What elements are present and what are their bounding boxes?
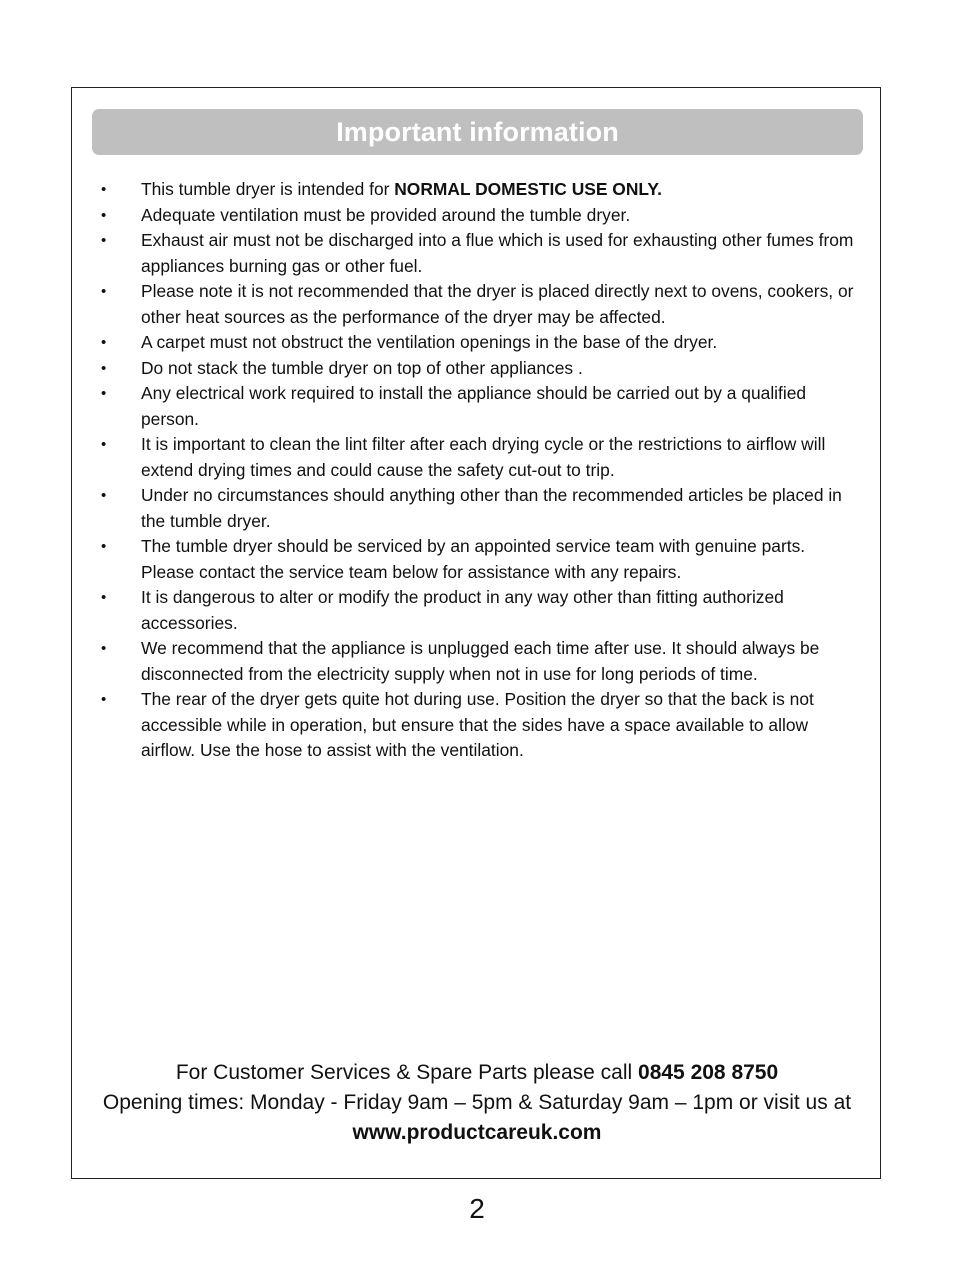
customer-service-info bbox=[82, 1058, 872, 1148]
opening-times: Opening times: Monday - Friday 9am – 5pm & Saturday 9am – 1pm or visit us at www.productcareuk.com bbox=[102, 1091, 852, 1144]
list-item: • Adequate ventilation must be provided around the tumble dryer. bbox=[72, 203, 862, 229]
bullet-icon: • bbox=[101, 232, 107, 249]
bullet-icon: • bbox=[101, 385, 107, 402]
list-item: • Exhaust air must not be discharged into a flue which is used for exhausting other fumes from appliances burning gas or other fuel. bbox=[101, 230, 854, 276]
title-banner bbox=[92, 109, 863, 155]
bullet-icon: • bbox=[101, 206, 107, 224]
list-item: • It is important to clean the lint filter after each drying cycle or the restrictions to airflow will extend drying times and could cause the safety cut-out to trip. bbox=[101, 434, 826, 480]
bullet-icon: • bbox=[101, 283, 107, 300]
list-item: • Please note it is not recommended that the dryer is placed directly next to ovens, cookers, or other heat sources as the performance of the dryer may be affected. bbox=[101, 281, 854, 327]
list-item: • The rear of the dryer gets quite hot during use. Position the dryer so that the back is not accessible while in operation, but ensure that the sides have a space available to allow airflow. Use the hose to assist with the ventilation. bbox=[101, 689, 814, 760]
bullet-icon: • bbox=[101, 487, 107, 504]
bullet-icon: • bbox=[101, 589, 107, 606]
information-list bbox=[72, 177, 862, 764]
list-item: • It is dangerous to alter or modify the product in any way other than fitting authorized accessories. bbox=[101, 587, 784, 633]
website-link[interactable]: www.productcareuk.com bbox=[352, 1121, 602, 1144]
content-frame bbox=[71, 87, 881, 1179]
bullet-icon: • bbox=[101, 538, 107, 555]
bullet-icon: • bbox=[101, 181, 107, 198]
list-item: • Under no circumstances should anything other than the recommended articles be placed in the tumble dryer. bbox=[101, 485, 842, 531]
page-number: 2 bbox=[469, 1193, 485, 1224]
list-item: • We recommend that the appliance is unplugged each time after use. It should always be disconnected from the electricity supply when not in use for long periods of time. bbox=[101, 638, 820, 684]
bullet-icon: • bbox=[101, 436, 107, 453]
list-item: • Any electrical work required to install the appliance should be carried out by a qualified person. bbox=[101, 383, 807, 429]
bullet-icon: • bbox=[101, 359, 107, 377]
emphasis-text: NORMAL DOMESTIC USE ONLY. bbox=[394, 179, 662, 199]
list-item: • Do not stack the tumble dryer on top of other appliances . bbox=[72, 356, 862, 382]
bullet-icon: • bbox=[101, 334, 107, 351]
phone-line: For Customer Services & Spare Parts please call 0845 208 8750 bbox=[175, 1061, 779, 1084]
bullet-icon: • bbox=[101, 691, 107, 708]
page-title: Important information bbox=[336, 116, 619, 147]
bullet-icon: • bbox=[101, 640, 107, 657]
list-item: • This tumble dryer is intended for NORMAL DOMESTIC USE ONLY. bbox=[72, 177, 862, 203]
list-item: • The tumble dryer should be serviced by an appointed service team with genuine parts. Please contact the service team below for assistance with any repairs. bbox=[101, 536, 806, 582]
list-item: • A carpet must not obstruct the ventilation openings in the base of the dryer. bbox=[72, 330, 862, 356]
phone-number: 0845 208 8750 bbox=[638, 1061, 779, 1084]
